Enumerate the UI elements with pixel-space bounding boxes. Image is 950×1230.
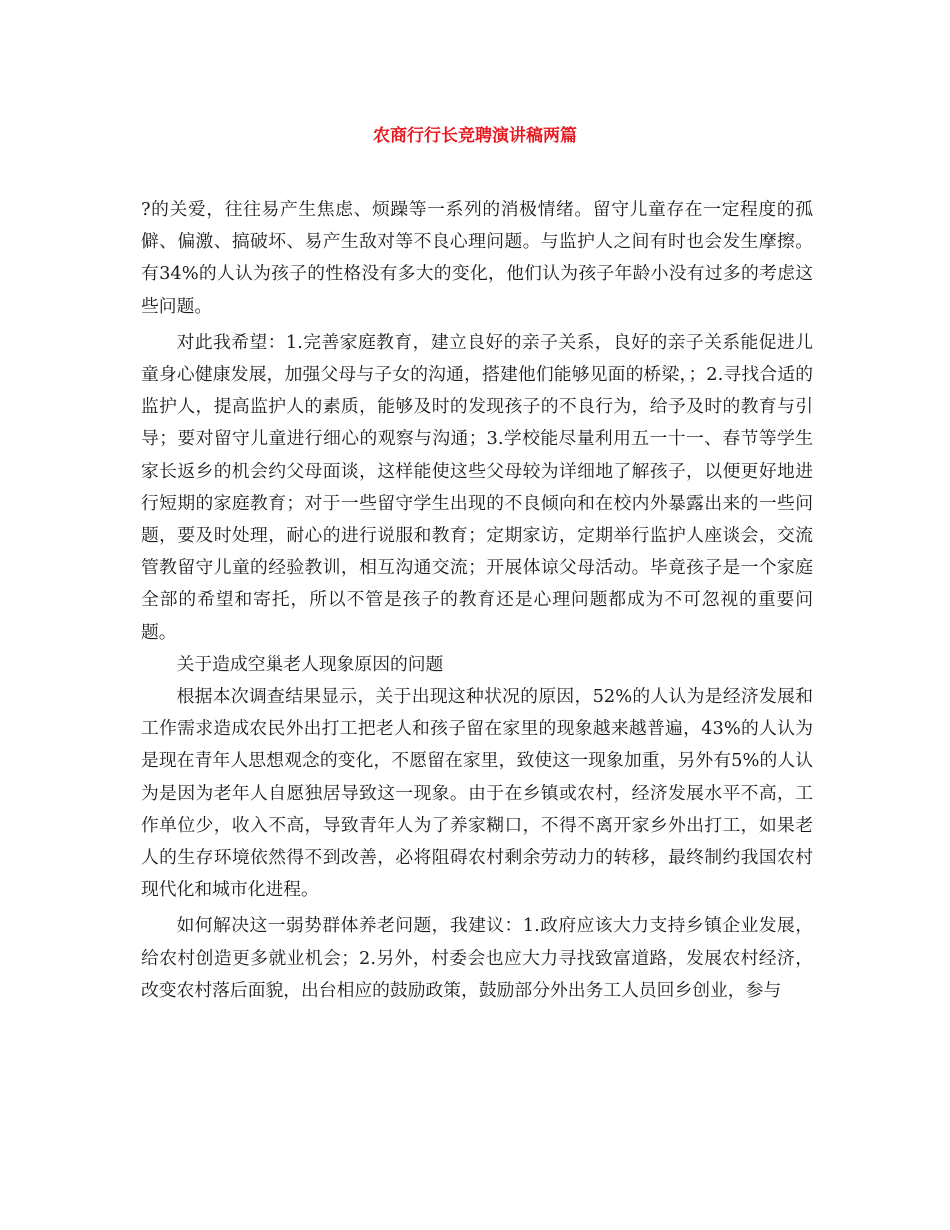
section-heading-empty-nest: 关于造成空巢老人现象原因的问题 [176, 653, 444, 675]
paragraph-suggestions: 如何解决这一弱势群体养老问题，我建议：1.政府应该大力支持乡镇企业发展，给农村创造更多就业机会；2.另外，村委会也应大力寻找致富道路，发展农村经济，改变农村落后面貌，出台相应的鼓励政策，鼓励部分外出务工人员回乡创业，参与 [141, 915, 813, 1001]
paragraph-continuation: ?的关爱，往往易产生焦虑、烦躁等一系列的消极情绪。留守儿童存在一定程度的孤僻、偏激、搞破坏、易产生敌对等不良心理问题。与监护人之间有时也会发生摩擦。有34%的人认为孩子的性格没有多大的变化，他们认为孩子年龄小没有过多的考虑这些问题。 [141, 199, 813, 317]
paragraph-survey-results: 根据本次调查结果显示，关于出现这种状况的原因，52%的人认为是经济发展和工作需求造成农民外出打工把老人和孩子留在家里的现象越来越普遍，43%的人认为是现在青年人思想观念的变化，不愿留在家里，致使这一现象加重，另外有5%的人认为是因为老年人自愿独居导致这一现象。由于在乡镇或农村，经济发展水平不高，工作单位少，收入不高，导致青年人为了养家糊口，不得不离开家乡外出打工，如果老人的生存环境依然得不到改善，必将阻碍农村剩余劳动力的转移，最终制约我国农村现代化和城市化进程。 [141, 686, 813, 901]
document-body [141, 194, 813, 1007]
document-title: 农商行行长竞聘演讲稿两篇 [373, 126, 577, 146]
paragraph-hopes: 对此我希望：1.完善家庭教育，建立良好的亲子关系，良好的亲子关系能促进儿童身心健康发展，加强父母与子女的沟通，搭建他们能够见面的桥梁，；2.寻找合适的监护人，提高监护人的素质，能够及时的发现孩子的不良行为，给予及时的教育与引导；要对留守儿童进行细心的观察与沟通；3.学校能尽量利用五一十一、春节等学生家长返乡的机会约父母面谈，这样能使这些父母较为详细地了解孩子，以便更好地进行短期的家庭教育；对于一些留守学生出现的不良倾向和在校内外暴露出来的一些问题，要及时处理，耐心的进行说服和教育；定期家访，定期举行监护人座谈会，交流管教留守儿童的经验教训，相互沟通交流；开展体谅父母活动。毕竟孩子是一个家庭全部的希望和寄托，所以不管是孩子的教育还是心理问题都成为不可忽视的重要问题。 [141, 331, 813, 643]
